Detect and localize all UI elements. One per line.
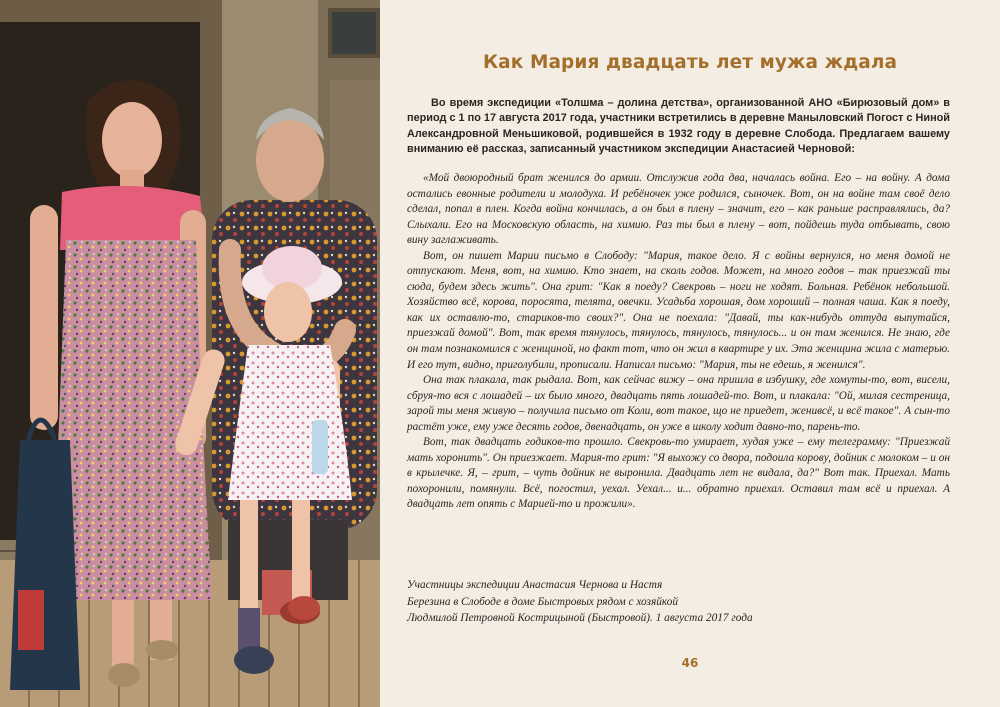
photo-caption — [407, 577, 877, 627]
caption-line: Березина в Слободе в доме Быстровых рядом с хозяйкой — [407, 595, 679, 608]
story-paragraph: Она так плакала, так рыдала. Вот, как сейчас вижу – она пришла в избушку, где хомуты-то, вот, висели, сбруя-то вся с лошадей – их было много, двадцать пять лошадей-то. Вот, и плакала: "Ой, милая сестреница, зарой ты меня живую – получила письмо от Коли, вот такое, що не приедет, женивсё, и всё такое". А сын-то растёт уже, ему уже десять годов, двенадцать, он уже в школу ходит давно-то, парень-то. — [407, 374, 950, 433]
story-paragraph: Вот, так двадцать годиков-то прошло. Свекровь-то умирает, худая уже – ему телеграмму: "Приезжай мать хоронить". Он приезжает. Мария-то грит: "Я выхожу со двора, подоила корову, дойник с молоком – и он в крылечке. Я, – грит, – чуть дойник не выронила. Двадцать лет не видала, да?" Вот так. Приехал. Мать похоронили, помянули. Всё, погостил, уехал. Уехал... и... обратно приехал. Оставил там всё и приехал. А двадцать лет опять с Марией-то и прожили». — [407, 436, 950, 511]
expedition-photo — [0, 0, 380, 707]
article-intro: Во время экспедиции «Толшма – долина детства», организованной АНО «Бирюзовый дом» в период с 1 по 17 августа 2017 года, участники встретились в деревне Маныловский Погост с Ниной Александровной Меньшиковой, родившейся в 1932 году в деревне Слобода. Предлагаем вашему вниманию её рассказ, записанный участником экспедиции Анастасией Черновой: — [407, 97, 950, 156]
article-title: Как Мария двадцать лет мужа ждала — [482, 52, 898, 73]
story-paragraph: «Мой двоюродный брат женился до армии. Отслужив года два, началась война. Его – на войну. А дома остались евонные родители и молодуха. И ребёночек уже родился, сыночек. Вот, он на войне там своё дело сделал, попал в плен. Когда война кончилась, а он был в плену – значит, его – как раньше расправлялись, да? Слыхали. Его на Московскую область, на химию. Раз ты был в плену – вот, пойдешь туда отбывать, свою вину заглаживать. — [407, 172, 950, 247]
page-number: 46 — [681, 656, 699, 670]
text-page — [380, 0, 1000, 707]
caption-line: Участницы экспедиции Анастасия Чернова и Настя — [407, 579, 663, 591]
window — [330, 10, 378, 56]
caption-line: Людмилой Петровной Кострицыной (Быстровой). 1 августа 2017 года — [407, 612, 753, 624]
story-paragraph: Вот, он пишет Марии письмо в Слободу: "Мария, такое дело. Я с войны вернулся, но меня домой не отпускают. Меня, вот, на химию. Кто знает, на сколь годов. Может, на много годов – так приезжай ты сюда, будем здесь жить". Она грит: "Как я поеду? Свекровь – ноги не ходят. Больная. Ребёнок небольшой. Хозяйство всё, корова, поросята, телята, овечки. Усадьба хорошая, дом хороший – полная чаша. Как я поеду, как их оставлю-то, стариков-то своих?". Она не поехала: "Давай, ты как-нибудь оттуда выпутайся, приезжай домой". Вот, так время тянулось, тянулось, тянулось, тянулось... и он там женился. Не знаю, где он там познакомился с женщиной, но факт тот, что он жил в квартире у их. Эта женщина жила с матерью. И его тут, видно, приголубили, прописали. Написал письмо: "Мария, ты не едешь, я женился". — [407, 249, 950, 371]
story-text — [407, 171, 950, 513]
